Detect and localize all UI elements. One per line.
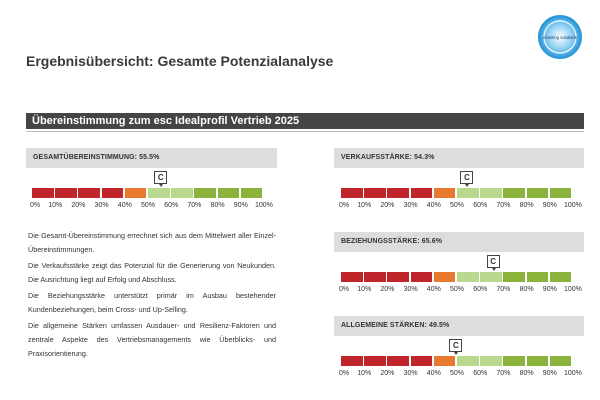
tick-label: 50% [450,286,465,293]
tick-label: 90% [542,202,557,209]
scale-segment [78,188,100,198]
description-paragraph: Die Gesamt-Übereinstimmung errechnet sich aus dem Mittelwert aller Einzel-Übereinstimmungen. [28,231,276,254]
tick-label: 10% [357,202,372,209]
tick-label: 80% [519,286,534,293]
tick-label: 50% [141,202,156,209]
tick-label: 80% [519,370,534,377]
tick-label: 40% [426,286,441,293]
tick-label: 60% [473,286,488,293]
scale-segment [241,188,263,198]
tick-label: 90% [233,202,248,209]
section-divider [26,131,584,132]
scale-segment [102,188,124,198]
card-title: ALLGEMEINE STÄRKEN: 49.5% [341,322,450,329]
score-marker: C [154,171,167,184]
scale-segment [527,272,549,282]
tick-label: 90% [542,286,557,293]
description-text [28,229,276,363]
tick-label: 60% [164,202,179,209]
scale-segment [364,188,386,198]
tick-label: 50% [450,370,465,377]
scale-segment [55,188,77,198]
tick-label: 0% [339,286,350,293]
scale-segment [171,188,193,198]
tick-label: 70% [496,286,511,293]
section-title: Übereinstimmung zum esc Idealprofil Vertrieb 2025 [26,113,584,129]
scale-segment [387,188,409,198]
tick-label: 20% [380,286,395,293]
tick-label: 0% [30,202,41,209]
tick-label: 30% [94,202,109,209]
tick-label: 80% [210,202,225,209]
scale-segment [434,356,456,366]
tick-label: 40% [117,202,132,209]
tick-label: 10% [357,286,372,293]
card-verkaufsstaerke [334,148,584,214]
scale-segment [125,188,147,198]
scale-segment [411,188,433,198]
scale-segment [341,272,363,282]
tick-label: 100% [255,202,273,209]
scale-segment [550,272,572,282]
tick-label: 0% [339,202,350,209]
score-marker: C [460,171,473,184]
scale-segment [527,356,549,366]
scale-segment [387,272,409,282]
scale-segment [194,188,216,198]
tick-label: 100% [564,202,582,209]
scale-segment [457,356,479,366]
card-title: VERKAUFSSTÄRKE: 54.3% [341,154,435,161]
tick-label: 100% [564,370,582,377]
score-marker: C [487,255,500,268]
tick-label: 20% [380,370,395,377]
page-title: Ergebnisübersicht: Gesamte Potenzialanalyse [26,53,334,69]
scale-segment [550,188,572,198]
scale-segment [341,188,363,198]
card-allgemeine-staerken [334,316,584,382]
scale-segment [480,188,502,198]
scale-segment [503,356,525,366]
tick-label: 30% [403,202,418,209]
logo-text: ecruiting solutions [543,35,577,40]
scale-segment [218,188,240,198]
scale-segment [457,272,479,282]
score-marker: C [449,339,462,352]
scale-segment [503,188,525,198]
tick-label: 100% [564,286,582,293]
tick-label: 60% [473,202,488,209]
scale-segment [148,188,170,198]
tick-label: 20% [71,202,86,209]
scale-segment [364,356,386,366]
tick-label: 70% [187,202,202,209]
card-beziehungsstaerke [334,232,584,298]
description-paragraph: Die Beziehungsstärke unterstützt primär im Ausbau bestehender Kundenbeziehungen, beim Cross- und Up-Selling. [28,291,276,314]
scale-segment [503,272,525,282]
tick-label: 50% [450,202,465,209]
tick-label: 10% [48,202,63,209]
scale-segment [411,356,433,366]
tick-label: 90% [542,370,557,377]
card-title: GESAMTÜBEREINSTIMMUNG: 55.5% [33,154,160,161]
card-gesamt-uebereinstimmung [26,148,277,214]
tick-label: 0% [339,370,350,377]
description-paragraph: Die Verkaufsstärke zeigt das Potenzial für die Generierung von Neukunden. Die Ausrichtung liegt auf Erfolg und Abschluss. [28,261,276,284]
scale-segment [527,188,549,198]
tick-label: 20% [380,202,395,209]
tick-label: 30% [403,286,418,293]
scale-segment [434,188,456,198]
tick-label: 40% [426,202,441,209]
scale-segment [387,356,409,366]
scale-segment [32,188,54,198]
tick-label: 10% [357,370,372,377]
tick-label: 30% [403,370,418,377]
tick-label: 70% [496,202,511,209]
scale-segment [434,272,456,282]
scale-segment [364,272,386,282]
tick-label: 80% [519,202,534,209]
tick-label: 70% [496,370,511,377]
tick-label: 60% [473,370,488,377]
tick-label: 40% [426,370,441,377]
scale-segment [480,356,502,366]
scale-segment [411,272,433,282]
description-paragraph: Die allgemeine Stärken umfassen Ausdauer- und Resilienz-Faktoren und zentrale Aspekte des Vertriebsmanagements wie Überblicks- und Praxisorientierung. [28,321,276,358]
scale-segment [341,356,363,366]
scale-segment [480,272,502,282]
scale-segment [457,188,479,198]
company-logo [537,14,583,60]
card-title: BEZIEHUNGSSTÄRKE: 65.6% [341,238,443,245]
scale-segment [550,356,572,366]
